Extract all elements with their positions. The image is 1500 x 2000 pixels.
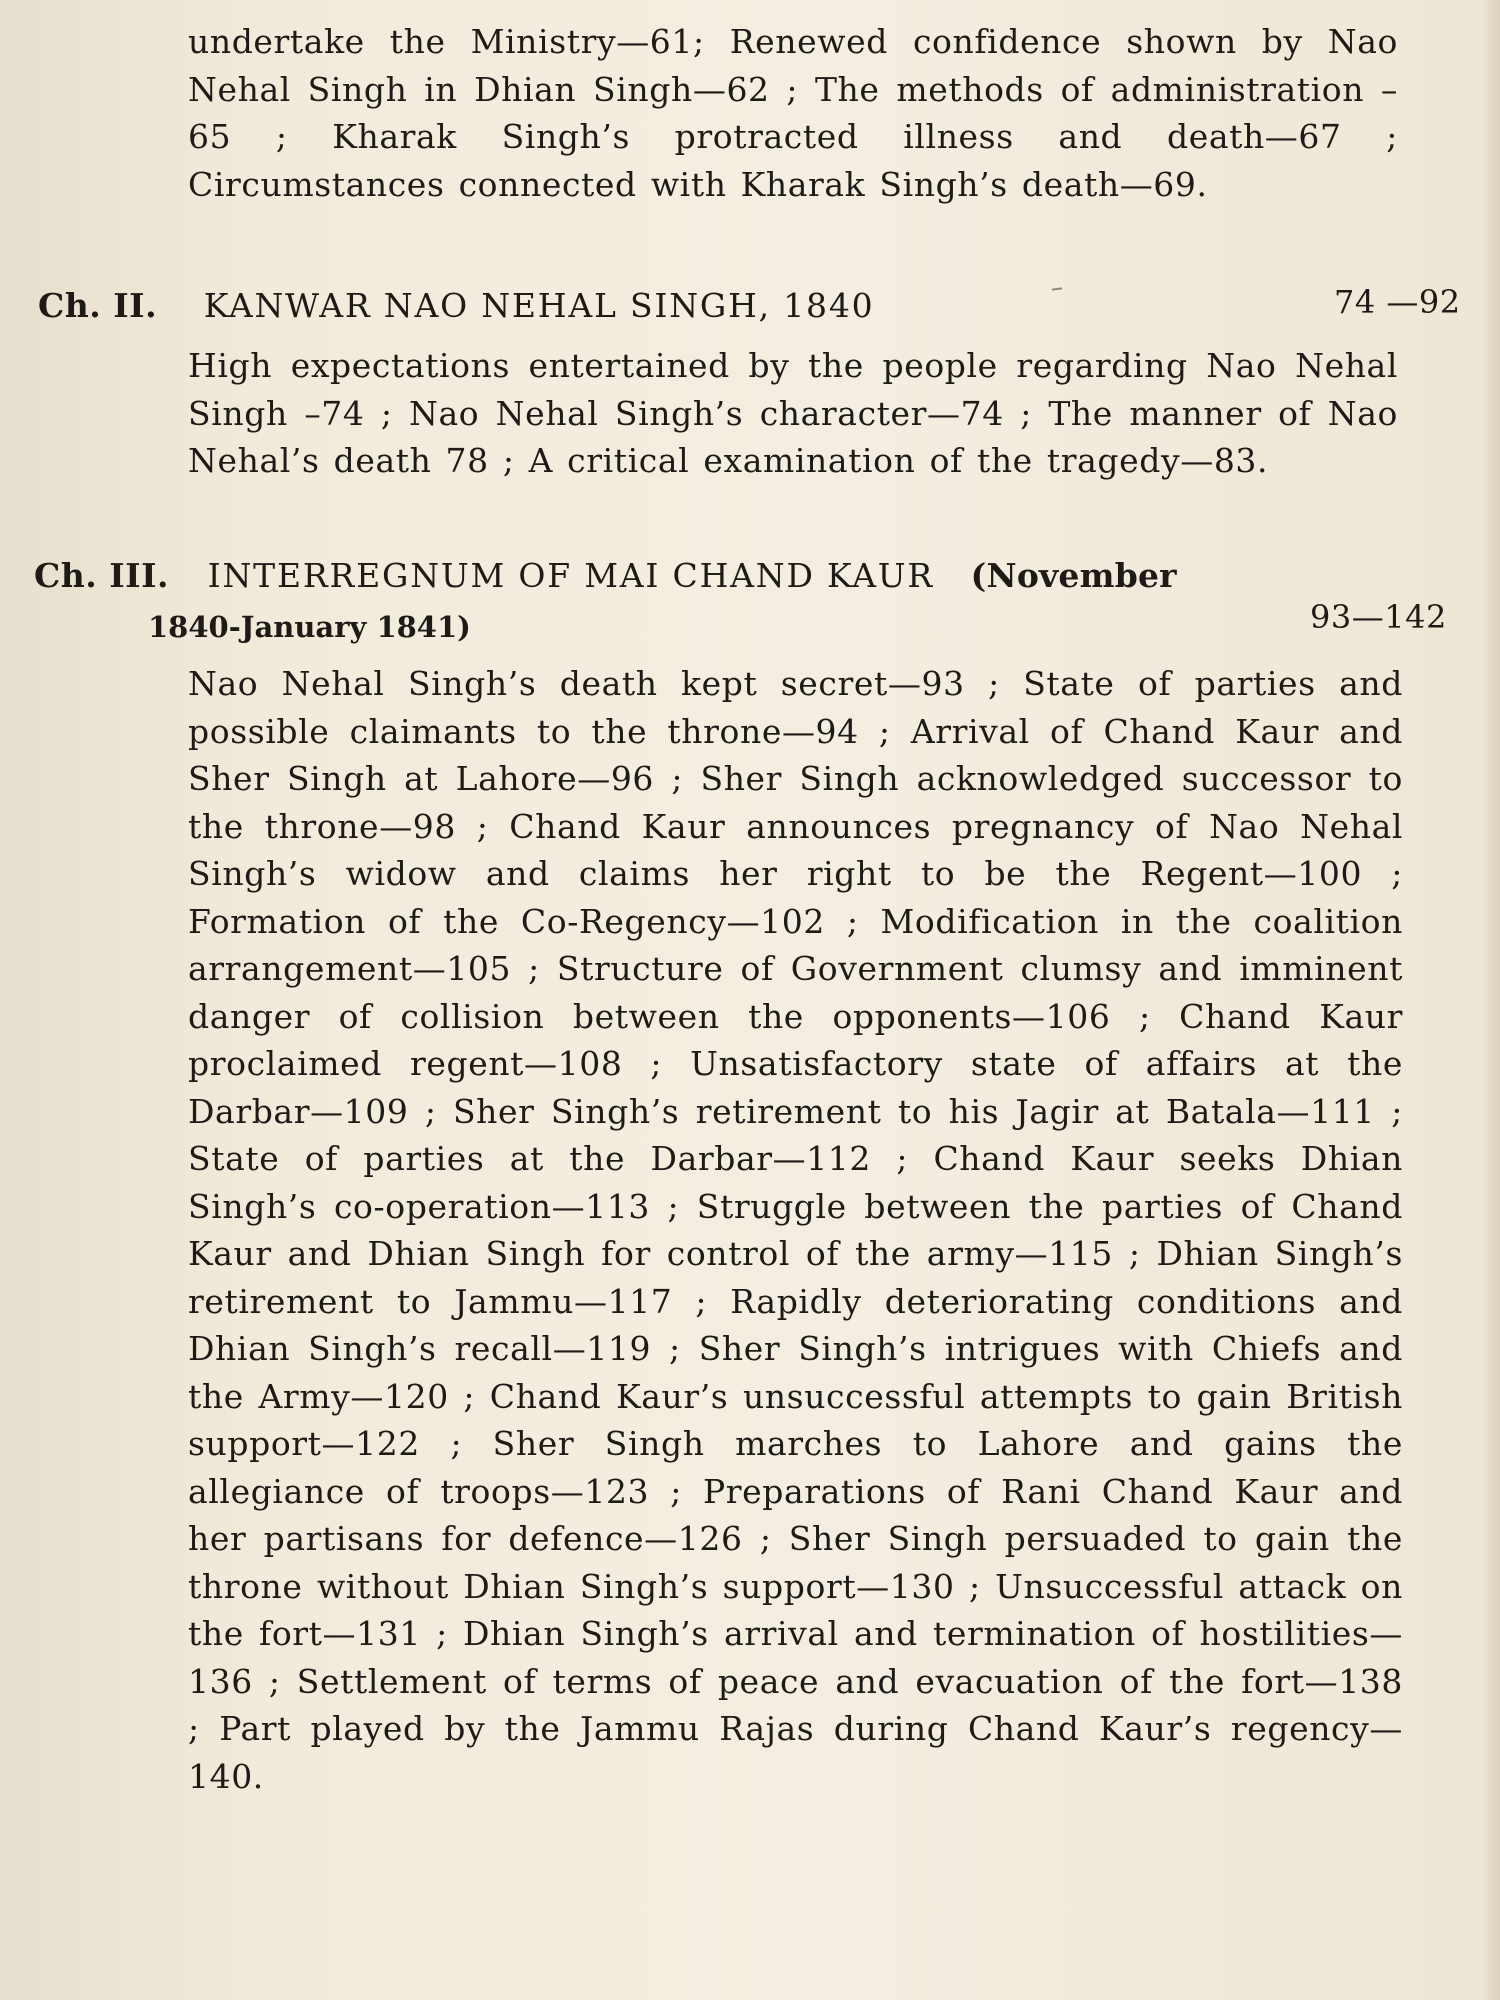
chapter-3-label: Ch. III.: [34, 556, 170, 595]
chapter-3-title: INTERREGNUM OF MAI CHAND KAUR: [207, 556, 935, 595]
stray-mark: [1052, 287, 1062, 290]
chapter-3-pages: 93—142: [1310, 598, 1447, 636]
chapter-2-heading: [38, 286, 874, 325]
chapter-3-date-close: 1840-January 1841): [148, 610, 471, 644]
chapter-2-title: KANWAR NAO NEHAL SINGH, 1840: [203, 286, 875, 325]
intro-paragraph: undertake the Ministry—61; Renewed confidence shown by Nao Nehal Singh in Dhian Singh—62 ; The methods of administration – 65 ; Kharak Singh’s protracted illness and death—67 ; Circumstances connected with Kharak Singh’s death—69.: [188, 22, 1398, 204]
chapter-2-label: Ch. II.: [38, 286, 158, 325]
chapter-3-heading: [34, 556, 1177, 595]
chapter-3-date-open: (November: [970, 556, 1177, 595]
chapter-3-summary: Nao Nehal Singh’s death kept secret—93 ; State of parties and possible claimants to the throne—94 ; Arrival of Chand Kaur and Sher Singh at Lahore—96 ; Sher Singh acknowledged successor to the throne—98 ; Chand Kaur announces pregnancy of Nao Nehal Singh’s widow and claims her right to be the Regent—100 ; Formation of the Co-Regency—102 ; Modification in the coalition arrangement—105 ; Structure of Government clumsy and imminent danger of collision between the opponents—106 ; Chand Kaur proclaimed regent—108 ; Unsatisfactory state of affairs at the Darbar—109 ; Sher Singh’s retirement to his Jagir at Batala—111 ; State of parties at the Darbar—112 ; Chand Kaur seeks Dhian Singh’s co-operation—113 ; Struggle between the parties of Chand Kaur and Dhian Singh for control of the army—115 ; Dhian Singh’s retirement to Jammu—117 ; Rapidly deteriorating conditions and Dhian Singh’s recall—119 ; Sher Singh’s intrigues with Chiefs and the Army—120 ; Chand Kaur’s unsuccessful attempts to gain British support—122 ; Sher Singh marches to Lahore and gains the allegiance of troops—123 ; Preparations of Rani Chand Kaur and her partisans for defence—126 ; Sher Singh persuaded to gain the throne without Dhian Singh’s support—130 ; Unsuccessful attack on the fort—131 ; Dhian Singh’s arrival and termination of hostilities—136 ; Settlement of terms of peace and evacuation of the fort—138 ; Part played by the Jammu Rajas during Chand Kaur’s regency—140.: [188, 664, 1403, 1796]
page-edge-shadow: [1482, 0, 1500, 2000]
chapter-2-summary: High expectations entertained by the people regarding Nao Nehal Singh –74 ; Nao Nehal Singh’s character—74 ; The manner of Nao Nehal’s death 78 ; A critical examination of the tragedy—83.: [188, 346, 1398, 480]
chapter-2-pages: 74 —92: [1334, 283, 1461, 321]
